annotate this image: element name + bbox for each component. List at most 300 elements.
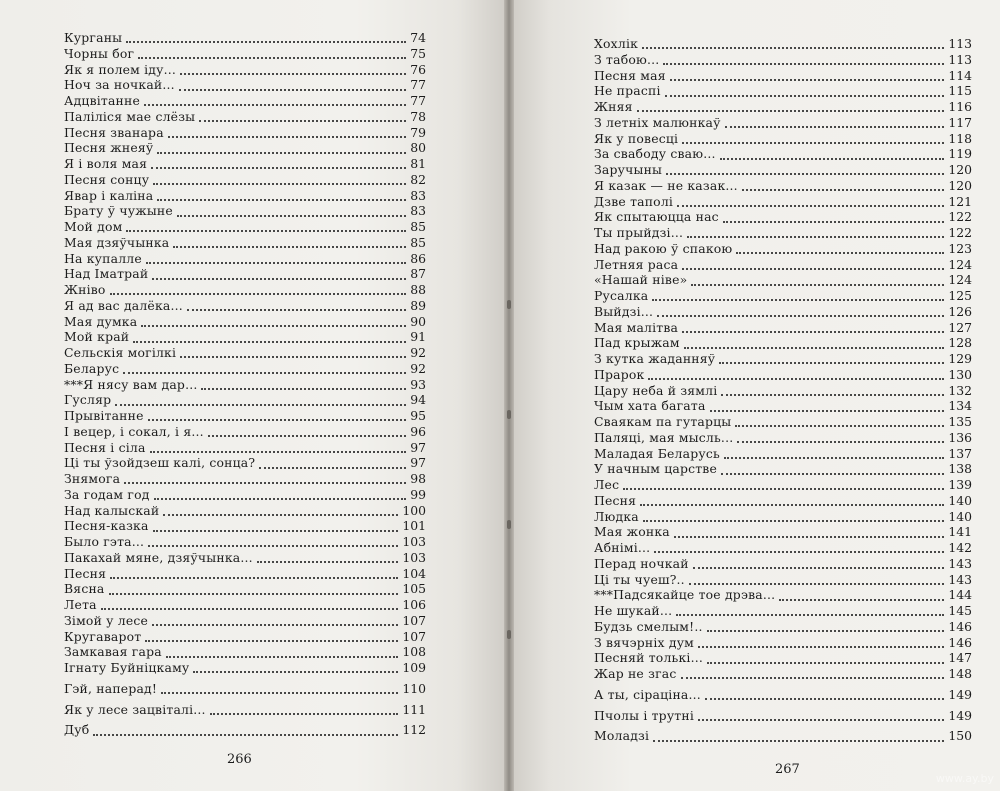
toc-entry-title: Як у повесці: [594, 130, 679, 146]
toc-entry-page: 122: [948, 209, 972, 225]
toc-entry-page: 141: [948, 524, 972, 540]
toc-entry: [64, 360, 426, 376]
toc-entry-page: 79: [410, 124, 426, 140]
toc-entry-title: Чорны бог: [64, 45, 135, 61]
dot-leader: [681, 669, 945, 679]
toc-entry-title: Знямога: [64, 471, 121, 486]
dot-leader: [126, 33, 406, 43]
toc-entry: [594, 634, 972, 650]
toc-entry: [594, 400, 972, 412]
toc-entry-page: 142: [948, 540, 972, 555]
toc-entry-title: У начным царстве: [594, 461, 718, 477]
dot-leader: [663, 55, 944, 65]
dot-leader: [682, 260, 944, 270]
toc-entry-page: 112: [402, 722, 426, 738]
toc-entry: [64, 171, 426, 187]
toc-entry: [594, 148, 972, 160]
page-number-left: 266: [227, 752, 252, 767]
toc-entry-title: Ці ты чуеш?..: [594, 571, 685, 587]
dot-leader: [110, 285, 407, 295]
toc-entry-page: 113: [948, 36, 972, 51]
dot-leader: [210, 705, 399, 715]
toc-entry: [64, 95, 426, 107]
toc-entry: [64, 297, 426, 313]
toc-entry-page: 75: [410, 45, 426, 61]
toc-entry-title: Над калыскай: [64, 502, 160, 518]
toc-entry-title: Не шукай...: [594, 603, 673, 618]
dot-leader: [689, 575, 945, 585]
toc-entry-title: На купалле: [64, 250, 142, 266]
toc-entry-page: 85: [410, 234, 426, 250]
dot-leader: [208, 427, 406, 437]
toc-entry: [64, 410, 426, 422]
toc-entry-page: 121: [948, 193, 972, 209]
toc-entry-title: Над Іматрай: [64, 266, 149, 282]
toc-entry-page: 92: [410, 345, 426, 360]
dot-leader: [93, 726, 398, 736]
toc-entry-title: Было гэта...: [64, 534, 145, 549]
dot-leader: [257, 553, 399, 563]
toc-entry-page: 74: [410, 30, 426, 45]
toc-entry-page: 122: [948, 225, 972, 240]
toc-entry-title: Песня жнеяў: [64, 140, 154, 156]
dot-leader: [742, 181, 945, 191]
toc-entry-title: Чым хата багата: [594, 398, 706, 414]
dot-leader: [161, 684, 398, 694]
toc-entry-page: 116: [948, 99, 972, 114]
toc-entry: [594, 668, 972, 680]
toc-entry-page: 97: [410, 455, 426, 471]
toc-entry: [594, 211, 972, 223]
toc-entry-title: Дзве таполі: [594, 193, 674, 209]
dot-leader: [259, 459, 406, 469]
toc-entry-page: 126: [948, 303, 972, 319]
toc-entry: [64, 612, 426, 628]
toc-entry-title: Пад крыжам: [594, 335, 680, 351]
dot-leader: [148, 411, 407, 421]
toc-entry-title: Курганы: [64, 30, 123, 45]
dot-leader: [144, 96, 406, 106]
toc-entry: [64, 680, 426, 696]
toc-entry-page: 78: [410, 108, 426, 124]
toc-entry-page: 80: [410, 140, 426, 156]
dot-leader: [157, 144, 406, 154]
toc-entry-title: Мая жонка: [594, 524, 670, 540]
toc-entry-title: Ці ты ўзойдзеш калі, сонца?: [64, 455, 256, 471]
toc-entry-page: 146: [948, 634, 972, 650]
toc-entry-title: З кутка жаданняў: [594, 351, 716, 366]
toc-entry: [64, 268, 426, 280]
toc-entry-page: 86: [410, 250, 426, 266]
toc-entry: [594, 605, 972, 617]
toc-entry: [594, 227, 972, 239]
toc-entry-title: Прарок: [594, 366, 645, 382]
toc-entry-title: З вячэрніх дум: [594, 634, 695, 650]
binding-stitch: [507, 520, 511, 529]
toc-entry: [594, 130, 972, 146]
toc-entry-page: 129: [948, 351, 972, 366]
toc-entry-title: Сваякам па гутарцы: [594, 414, 732, 429]
toc-entry-title: Песня: [64, 565, 107, 581]
dot-leader: [152, 270, 406, 280]
toc-entry: [64, 79, 426, 91]
toc-entry-page: 134: [948, 398, 972, 414]
toc-entry: [64, 394, 426, 406]
toc-entry-page: 93: [410, 376, 426, 392]
toc-entry: [594, 319, 972, 335]
toc-entry-title: Я і воля мая: [64, 156, 148, 171]
toc-entry-page: 147: [948, 650, 972, 666]
toc-entry-title: Зімой у лесе: [64, 612, 149, 628]
toc-entry-page: 120: [948, 162, 972, 177]
toc-entry: [64, 234, 426, 250]
right-page: [510, 0, 1000, 791]
toc-entry-page: 140: [948, 508, 972, 524]
toc-entry: [594, 652, 972, 664]
toc-entry-page: 109: [402, 660, 426, 675]
toc-entry-title: Летняя раса: [594, 256, 679, 272]
toc-entry-title: «Нашай ніве»: [594, 272, 688, 288]
dot-leader: [180, 65, 406, 75]
toc-entry-title: Не праспі: [594, 83, 661, 99]
toc-entry: [594, 256, 972, 272]
dot-leader: [677, 197, 944, 207]
toc-entry-page: 98: [410, 471, 426, 486]
dot-leader: [133, 333, 406, 343]
toc-entry-page: 138: [948, 461, 972, 477]
toc-entry-page: 149: [948, 707, 972, 723]
toc-entry-page: 139: [948, 477, 972, 492]
toc-entry: [64, 583, 426, 595]
dot-leader: [180, 348, 406, 358]
toc-entry: [594, 303, 972, 319]
dot-leader: [724, 449, 944, 459]
dot-leader: [720, 150, 945, 160]
toc-entry-page: 115: [948, 83, 972, 99]
dot-leader: [179, 81, 406, 91]
toc-entry: [594, 416, 972, 428]
dot-leader: [676, 606, 944, 616]
toc-entry: [594, 618, 972, 634]
toc-entry-title: Паляці, мая мысль...: [594, 429, 734, 445]
dot-leader: [151, 159, 406, 169]
toc-entry: [64, 457, 426, 469]
toc-entry: [64, 250, 426, 266]
toc-entry: [594, 51, 972, 67]
dot-leader: [123, 364, 406, 374]
dot-leader: [725, 118, 945, 128]
dot-leader: [657, 307, 944, 317]
dot-leader: [126, 222, 406, 232]
toc-entry: [594, 479, 972, 491]
toc-entry: [594, 240, 972, 256]
toc-entry: [594, 508, 972, 524]
dot-leader: [736, 244, 944, 254]
toc-entry-title: За свабоду сваю...: [594, 146, 716, 162]
toc-entry-title: Я ад вас далёка...: [64, 297, 183, 313]
toc-entry-title: Хохлік: [594, 36, 639, 51]
toc-entry-title: Песня-казка: [64, 518, 149, 534]
dot-leader: [721, 386, 944, 396]
dot-leader: [654, 543, 944, 553]
toc-entry-title: Песня мая: [594, 67, 666, 83]
toc-entry: [64, 439, 426, 455]
toc-entry: [594, 193, 972, 209]
toc-entry: [594, 463, 972, 475]
toc-entry-title: З летніх малюнкаў: [594, 114, 721, 130]
toc-entry-title: Песня: [594, 492, 637, 508]
toc-entry-title: ***Я нясу вам дар...: [64, 376, 198, 392]
toc-entry-page: 135: [948, 414, 972, 429]
toc-entry-page: 130: [948, 366, 972, 382]
toc-entry: [64, 376, 426, 392]
dot-leader: [698, 638, 944, 648]
toc-entry: [594, 164, 972, 176]
toc-entry: [64, 205, 426, 217]
toc-entry-title: З табою...: [594, 51, 660, 67]
toc-entry-page: 111: [402, 701, 426, 717]
toc-entry: [594, 67, 972, 83]
toc-entry-title: Жніво: [64, 282, 106, 297]
dot-leader: [152, 616, 398, 626]
toc-entry: [594, 274, 972, 286]
toc-entry-page: 113: [948, 51, 972, 67]
toc-entry-page: 82: [410, 171, 426, 187]
dot-leader: [115, 396, 406, 406]
toc-entry-page: 103: [402, 534, 426, 549]
toc-entry: [594, 337, 972, 349]
dot-leader: [648, 370, 944, 380]
toc-entry: [594, 353, 972, 365]
toc-entry-title: Мая думка: [64, 313, 138, 329]
toc-entry-page: 117: [948, 114, 972, 130]
toc-entry-page: 94: [410, 392, 426, 408]
toc-entry-page: 90: [410, 313, 426, 329]
dot-leader: [779, 591, 944, 601]
dot-leader: [145, 632, 398, 642]
toc-entry: [64, 724, 426, 736]
toc-entry-title: Я казак — не казак...: [594, 177, 738, 193]
toc-entry-page: 100: [402, 502, 426, 518]
dot-leader: [101, 600, 399, 610]
toc-entry-title: ***Падсякайце тое дрэва...: [594, 587, 776, 603]
binding-stitch: [507, 300, 511, 309]
toc-entry: [594, 555, 972, 571]
watermark: www.ay.by: [935, 772, 994, 785]
toc-entry-page: 140: [948, 492, 972, 508]
toc-entry-title: Жняя: [594, 99, 633, 114]
toc-entry: [594, 492, 972, 508]
book-gutter: [504, 0, 514, 791]
toc-entry: [64, 599, 426, 611]
toc-entry-page: 107: [402, 612, 426, 628]
toc-entry-title: Як я полем іду...: [64, 61, 177, 77]
toc-entry-title: Пакахай мяне, дзяўчынка...: [64, 549, 253, 565]
toc-entry: [594, 290, 972, 302]
dot-leader: [674, 528, 944, 538]
toc-entry: [64, 646, 426, 658]
dot-leader: [201, 380, 406, 390]
dot-leader: [707, 622, 945, 632]
dot-leader: [710, 402, 945, 412]
toc-entry-page: 77: [410, 77, 426, 93]
toc-entry: [594, 542, 972, 554]
toc-entry-title: Песняй толькі...: [594, 650, 704, 666]
toc-entry-title: Ноч за ночкай...: [64, 77, 175, 93]
toc-entry: [594, 589, 972, 601]
toc-entry-title: Жар не згас: [594, 666, 677, 681]
toc-entry: [64, 701, 426, 717]
dot-leader: [687, 228, 944, 238]
toc-entry-page: 77: [410, 93, 426, 108]
toc-entry-title: Цару неба й зямлі: [594, 382, 718, 398]
toc-entry-title: Людка: [594, 508, 639, 524]
dot-leader: [653, 732, 944, 742]
toc-entry-title: Паліліся мае слёзы: [64, 108, 196, 124]
dot-leader: [187, 301, 406, 311]
toc-entry-page: 146: [948, 618, 972, 634]
dot-leader: [163, 506, 398, 516]
toc-entry: [64, 502, 426, 518]
dot-leader: [705, 690, 944, 700]
dot-leader: [168, 128, 406, 138]
toc-entry-page: 110: [402, 680, 426, 696]
dot-leader: [719, 354, 944, 364]
dot-leader: [682, 134, 944, 144]
toc-entry-page: 101: [402, 518, 426, 534]
page-number-right: 267: [775, 762, 800, 777]
toc-entry-title: Мая малітва: [594, 319, 679, 335]
toc-entry-title: Адцвітанне: [64, 93, 141, 108]
dot-leader: [148, 537, 398, 547]
toc-entry-title: Ігнату Буйніцкаму: [64, 660, 190, 675]
toc-entry-title: Беларус: [64, 360, 120, 376]
toc-entry-page: 118: [948, 130, 972, 146]
toc-entry-title: Замкавая гара: [64, 644, 162, 660]
toc-entry-page: 87: [410, 266, 426, 282]
toc-entry: [64, 486, 426, 502]
toc-entry: [64, 520, 426, 532]
toc-entry: [64, 565, 426, 581]
toc-entry: [64, 536, 426, 548]
dot-leader: [193, 663, 398, 673]
toc-entry-page: 89: [410, 297, 426, 313]
toc-entry: [594, 366, 972, 382]
toc-entry-page: 81: [410, 156, 426, 171]
toc-entry-page: 76: [410, 61, 426, 77]
toc-entry: [64, 124, 426, 140]
dot-leader: [154, 490, 407, 500]
toc-entry: [64, 187, 426, 203]
toc-entry-page: 83: [410, 203, 426, 219]
toc-entry-title: Лес: [594, 477, 620, 492]
toc-entry-page: 107: [402, 628, 426, 644]
toc-entry-page: 148: [948, 666, 972, 681]
toc-entry-title: Выйдзі...: [594, 303, 654, 319]
toc-entry-page: 145: [948, 603, 972, 618]
dot-leader: [637, 102, 945, 112]
toc-entry-title: Явар і каліна: [64, 187, 154, 203]
toc-entry-title: Дуб: [64, 722, 90, 738]
toc-entry-page: 124: [948, 272, 972, 288]
toc-entry-page: 114: [948, 67, 972, 83]
toc-entry-title: Песня і сіла: [64, 439, 146, 455]
toc-entry-title: Песня званара: [64, 124, 164, 140]
toc-entry: [64, 32, 426, 44]
dot-leader: [177, 207, 406, 217]
toc-entry: [594, 707, 972, 723]
dot-leader: [698, 711, 944, 721]
toc-entry-title: Заручыны: [594, 162, 663, 177]
toc-entry-title: Русалка: [594, 288, 649, 303]
dot-leader: [643, 512, 944, 522]
toc-entry-title: Перад ночкай: [594, 555, 689, 571]
dot-leader: [623, 480, 944, 490]
dot-leader: [150, 443, 407, 453]
toc-entry-page: 92: [410, 360, 426, 376]
toc-entry-title: Лета: [64, 597, 97, 612]
toc-entry: [594, 85, 972, 97]
toc-entry: [64, 331, 426, 343]
dot-leader: [166, 648, 399, 658]
toc-entry: [594, 429, 972, 445]
toc-entry-page: 103: [402, 549, 426, 565]
dot-leader: [707, 654, 944, 664]
toc-entry: [64, 108, 426, 124]
toc-entry-page: 136: [948, 429, 972, 445]
toc-entry-page: 91: [410, 329, 426, 345]
toc-entry: [64, 221, 426, 233]
toc-entry-page: 99: [410, 486, 426, 502]
binding-stitch: [507, 630, 511, 639]
toc-entry-title: Вясна: [64, 581, 105, 597]
dot-leader: [652, 291, 944, 301]
toc-entry: [64, 313, 426, 329]
dot-leader: [735, 417, 944, 427]
toc-entry-page: 95: [410, 408, 426, 423]
toc-entry-page: 143: [948, 571, 972, 587]
dot-leader: [138, 49, 406, 59]
toc-entry-title: Як спытаюцца нас: [594, 209, 719, 225]
toc-entry-title: Моладзі: [594, 728, 650, 744]
toc-entry: [594, 177, 972, 193]
dot-leader: [153, 175, 406, 185]
toc-entry-page: 85: [410, 219, 426, 234]
toc-entry: [594, 445, 972, 461]
toc-entry-page: 137: [948, 445, 972, 461]
toc-entry-title: Ты прыйдзі...: [594, 225, 684, 240]
toc-entry-page: 128: [948, 335, 972, 351]
dot-leader: [153, 522, 399, 532]
toc-entry-title: Песня сонцу: [64, 171, 150, 187]
toc-entry: [594, 114, 972, 130]
toc-entry-page: 127: [948, 319, 972, 335]
toc-entry: [64, 61, 426, 77]
toc-entry-page: 150: [948, 728, 972, 744]
toc-entry-page: 105: [402, 581, 426, 597]
dot-leader: [173, 238, 406, 248]
dot-leader: [670, 71, 945, 81]
toc-entry: [64, 284, 426, 296]
toc-entry: [64, 473, 426, 485]
toc-entry: [64, 423, 426, 439]
dot-leader: [110, 569, 398, 579]
toc-entry-page: 120: [948, 177, 972, 193]
toc-entry-title: Кругаварот: [64, 628, 142, 644]
toc-entry-page: 104: [402, 565, 426, 581]
toc-entry-page: 88: [410, 282, 426, 297]
toc-entry: [594, 382, 972, 398]
